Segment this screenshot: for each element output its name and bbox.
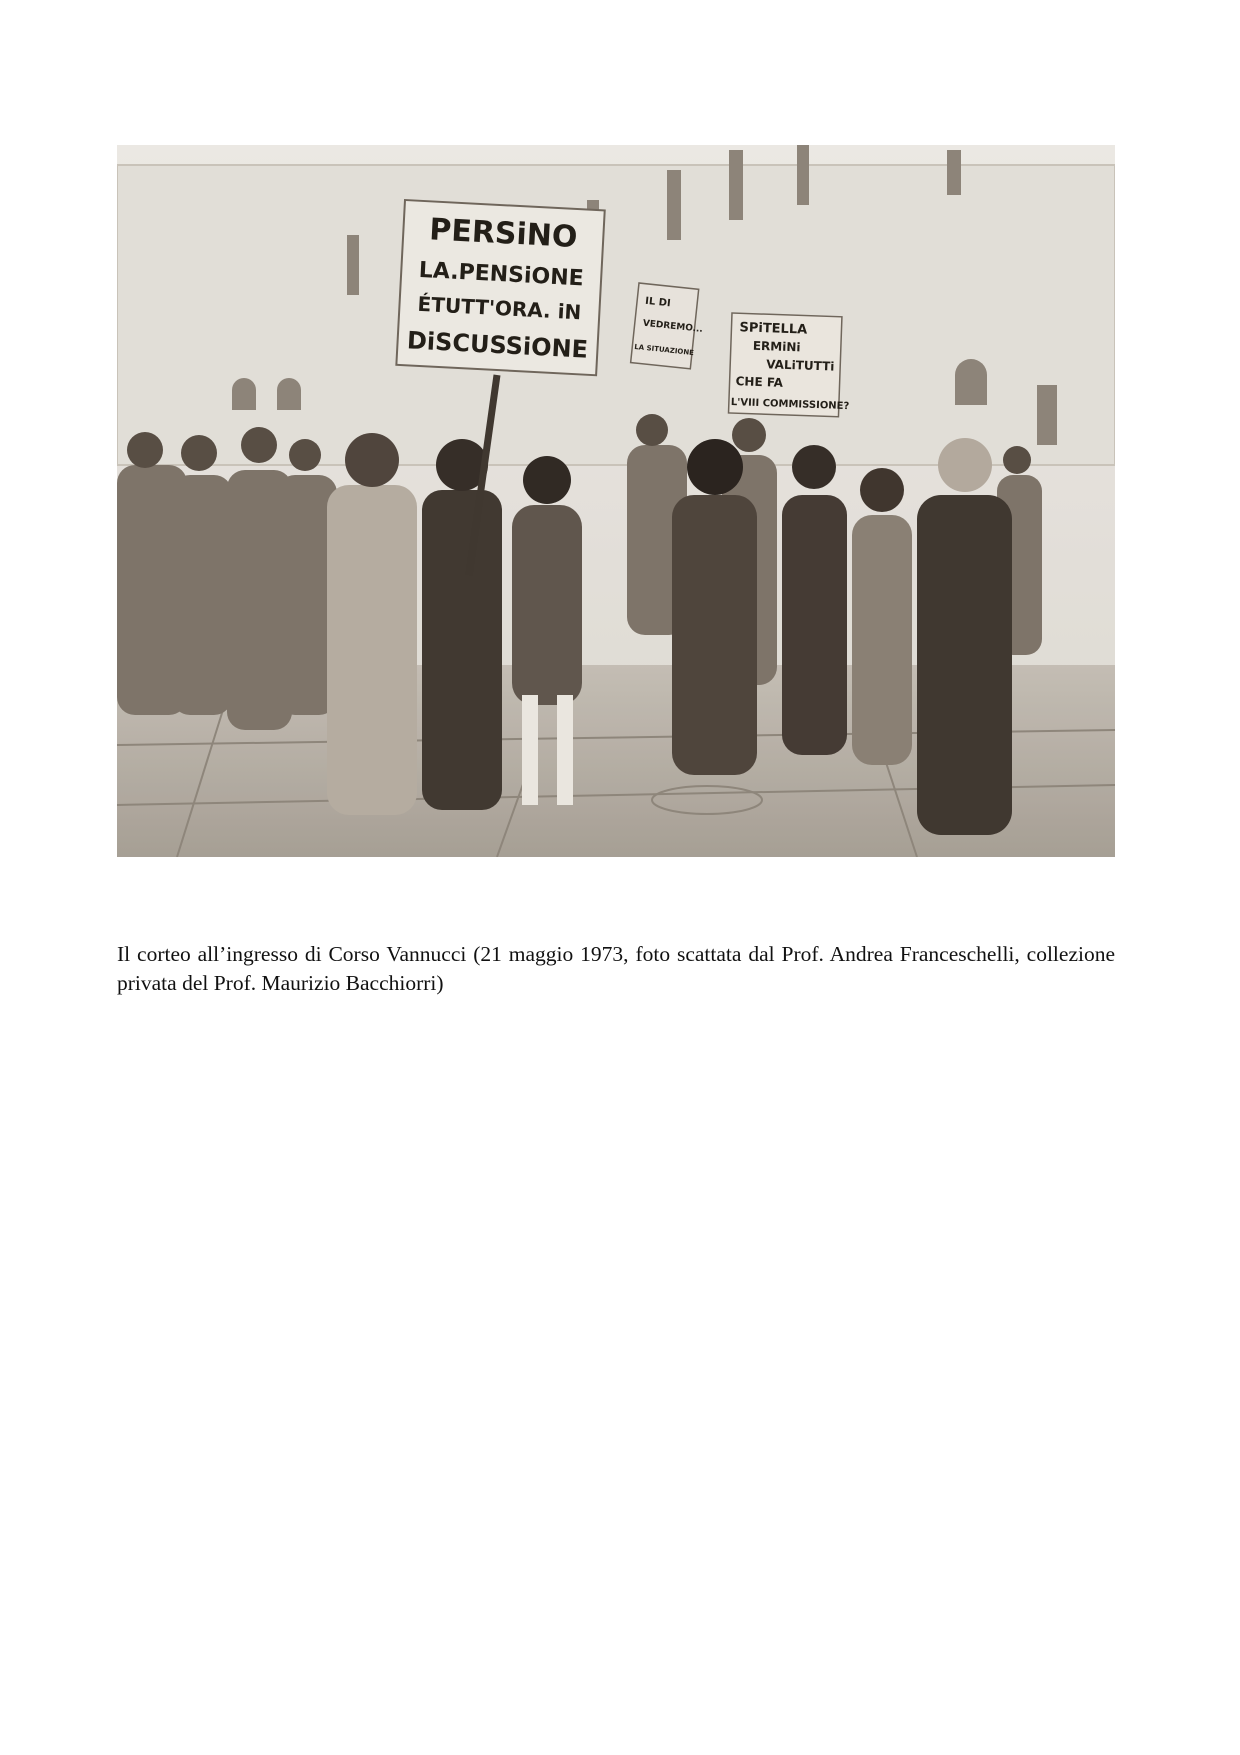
photo-caption: Il corteo all’ingresso di Corso Vannucci (21 maggio 1973, foto scattata dal Prof. Andrea Franceschelli, collezione privata del Prof. Maurizio Bacchiorri) <box>117 942 1115 995</box>
sign-main-line-1: PERSiNO <box>428 212 579 256</box>
sign-middle-line-3: LA SITUAZIONE <box>633 342 695 358</box>
protest-photo <box>117 145 1115 857</box>
sign-middle-line-2: VEDREMO... <box>642 318 704 335</box>
sign-right-line-4: CHE FA <box>735 374 784 390</box>
sign-middle-line-1: IL DI <box>644 295 672 310</box>
sign-main-line-2: LA.PENSiONE <box>418 257 585 292</box>
sign-main-line-3: ÉTUTT'ORA. iN <box>417 291 582 325</box>
protest-photo-illustration <box>117 145 1115 857</box>
sign-right-line-2: ERMiNi <box>752 338 801 355</box>
sign-right-line-1: SPiTELLA <box>739 320 808 338</box>
sign-right-line-3: VALiTUTTi <box>765 357 835 374</box>
sign-right-line-5: L'VIII COMMISSIONE? <box>730 397 850 413</box>
sign-main-line-4: DiSCUSSiONE <box>406 326 589 364</box>
